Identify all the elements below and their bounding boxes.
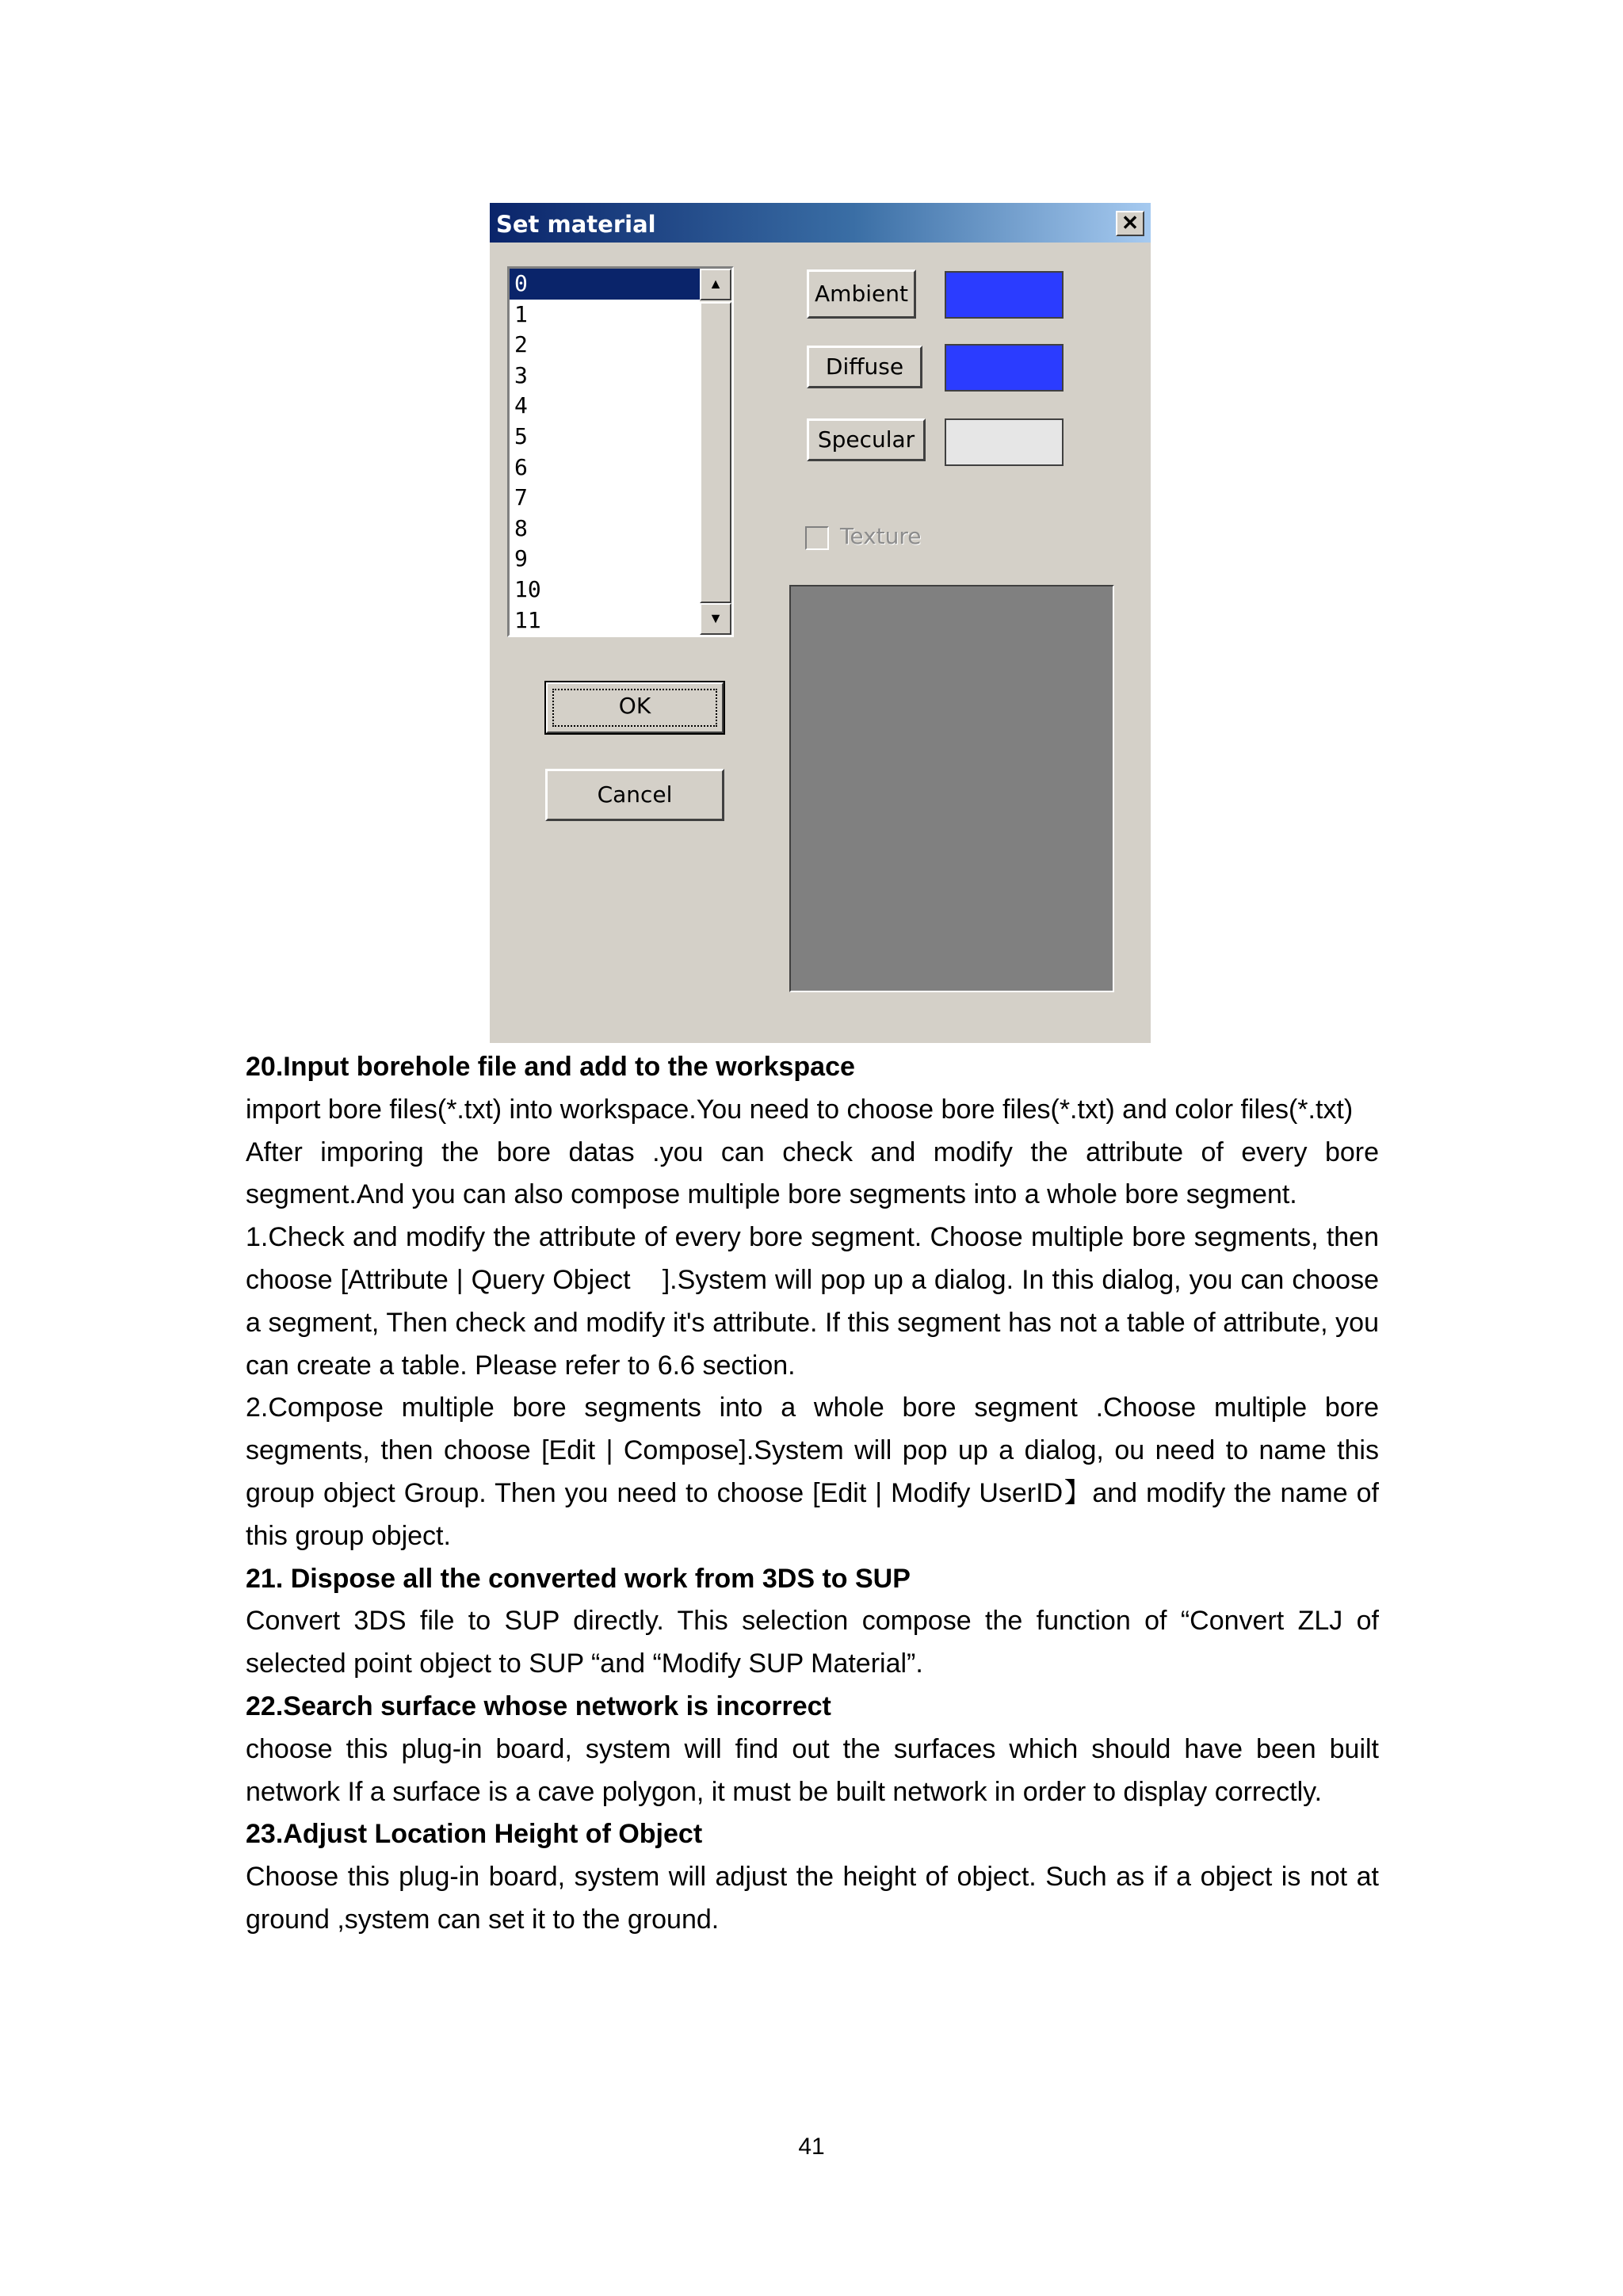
- section-21-heading: 21. Dispose all the converted work from 3DS to SUP: [246, 1563, 911, 1594]
- listbox-scrollbar[interactable]: [700, 269, 731, 635]
- scroll-thumb[interactable]: [700, 302, 731, 603]
- ok-button-label: OK: [618, 693, 651, 719]
- set-material-dialog: [490, 203, 1151, 1043]
- close-icon[interactable]: ✕: [1116, 211, 1144, 236]
- list-item[interactable]: 9: [514, 545, 528, 572]
- section-20-heading: 20.Input borehole file and add to the workspace: [246, 1052, 855, 1082]
- specular-button[interactable]: Specular: [807, 418, 926, 461]
- list-item[interactable]: 8: [514, 514, 528, 541]
- ambient-button[interactable]: Ambient: [807, 269, 916, 319]
- scroll-up-icon[interactable]: ▲: [700, 269, 731, 300]
- section-20-paragraph: 2.Compose multiple bore segments into a whole bore segment .Choose multiple bore segments, then choose [Edit | Compose].System will pop up a dialog, ou need to name this group object Group. Then you need to choose [Edit | Modify UserID】and modify the name of this group object.: [246, 1392, 1379, 1551]
- list-item[interactable]: 7: [514, 484, 528, 511]
- cancel-button[interactable]: Cancel: [545, 769, 724, 821]
- texture-checkbox[interactable]: [805, 526, 829, 550]
- list-item[interactable]: 6: [514, 453, 528, 480]
- list-item[interactable]: 11: [514, 606, 541, 633]
- diffuse-color-swatch: [945, 344, 1064, 392]
- section-20-paragraph: After imporing the bore datas .you can check and modify the attribute of every bore segment.And you can also compose multiple bore segments into a whole bore segment.: [246, 1137, 1379, 1210]
- material-preview: [789, 585, 1114, 992]
- section-23-paragraph: Choose this plug-in board, system will adjust the height of object. Such as if a object is not at ground ,system can set it to the ground.: [246, 1862, 1379, 1935]
- texture-label: Texture: [840, 523, 922, 549]
- section-21-paragraph: Convert 3DS file to SUP directly. This selection compose the function of “Convert ZLJ of selected point object to SUP “and “Modify SUP Material”.: [246, 1606, 1379, 1679]
- material-listbox[interactable]: [507, 266, 734, 637]
- section-20-paragraph: 1.Check and modify the attribute of every bore segment. Choose multiple bore segments, then choose [Attribute | Query Object ].System will pop up a dialog. In this dialog, you can choose a segment, Then check and modify it's attribute. If this segment has not a table of attribute, you can create a table. Please refer to 6.6 section.: [246, 1222, 1387, 1381]
- list-item[interactable]: 5: [514, 422, 528, 449]
- document-body: [246, 1046, 1387, 1942]
- section-22-paragraph: choose this plug-in board, system will find out the surfaces which should have been built network If a surface is a cave polygon, it must be built network in order to display correctly.: [246, 1733, 1379, 1807]
- material-list: [510, 269, 700, 636]
- list-item[interactable]: 10: [514, 575, 541, 602]
- ambient-color-swatch: [945, 271, 1064, 319]
- list-item[interactable]: 3: [514, 361, 528, 388]
- ok-button[interactable]: [545, 682, 724, 734]
- section-22-heading: 22.Search surface whose network is incorrect: [246, 1690, 831, 1721]
- list-item[interactable]: 1: [514, 300, 528, 327]
- list-item[interactable]: 4: [514, 392, 528, 419]
- scroll-down-icon[interactable]: ▼: [700, 603, 731, 635]
- focus-rect: [552, 689, 717, 727]
- specular-color-swatch: [945, 418, 1064, 466]
- list-item[interactable]: 0: [510, 269, 700, 300]
- diffuse-button[interactable]: Diffuse: [807, 346, 922, 388]
- dialog-title: Set material: [496, 211, 656, 238]
- dialog-titlebar[interactable]: [490, 203, 1151, 243]
- page-number: 41: [798, 2134, 825, 2160]
- section-20-paragraph: import bore files(*.txt) into workspace.You need to choose bore files(*.txt) and color files(*.txt): [246, 1094, 1354, 1125]
- section-23-heading: 23.Adjust Location Height of Object: [246, 1819, 703, 1850]
- list-item[interactable]: 2: [514, 331, 528, 358]
